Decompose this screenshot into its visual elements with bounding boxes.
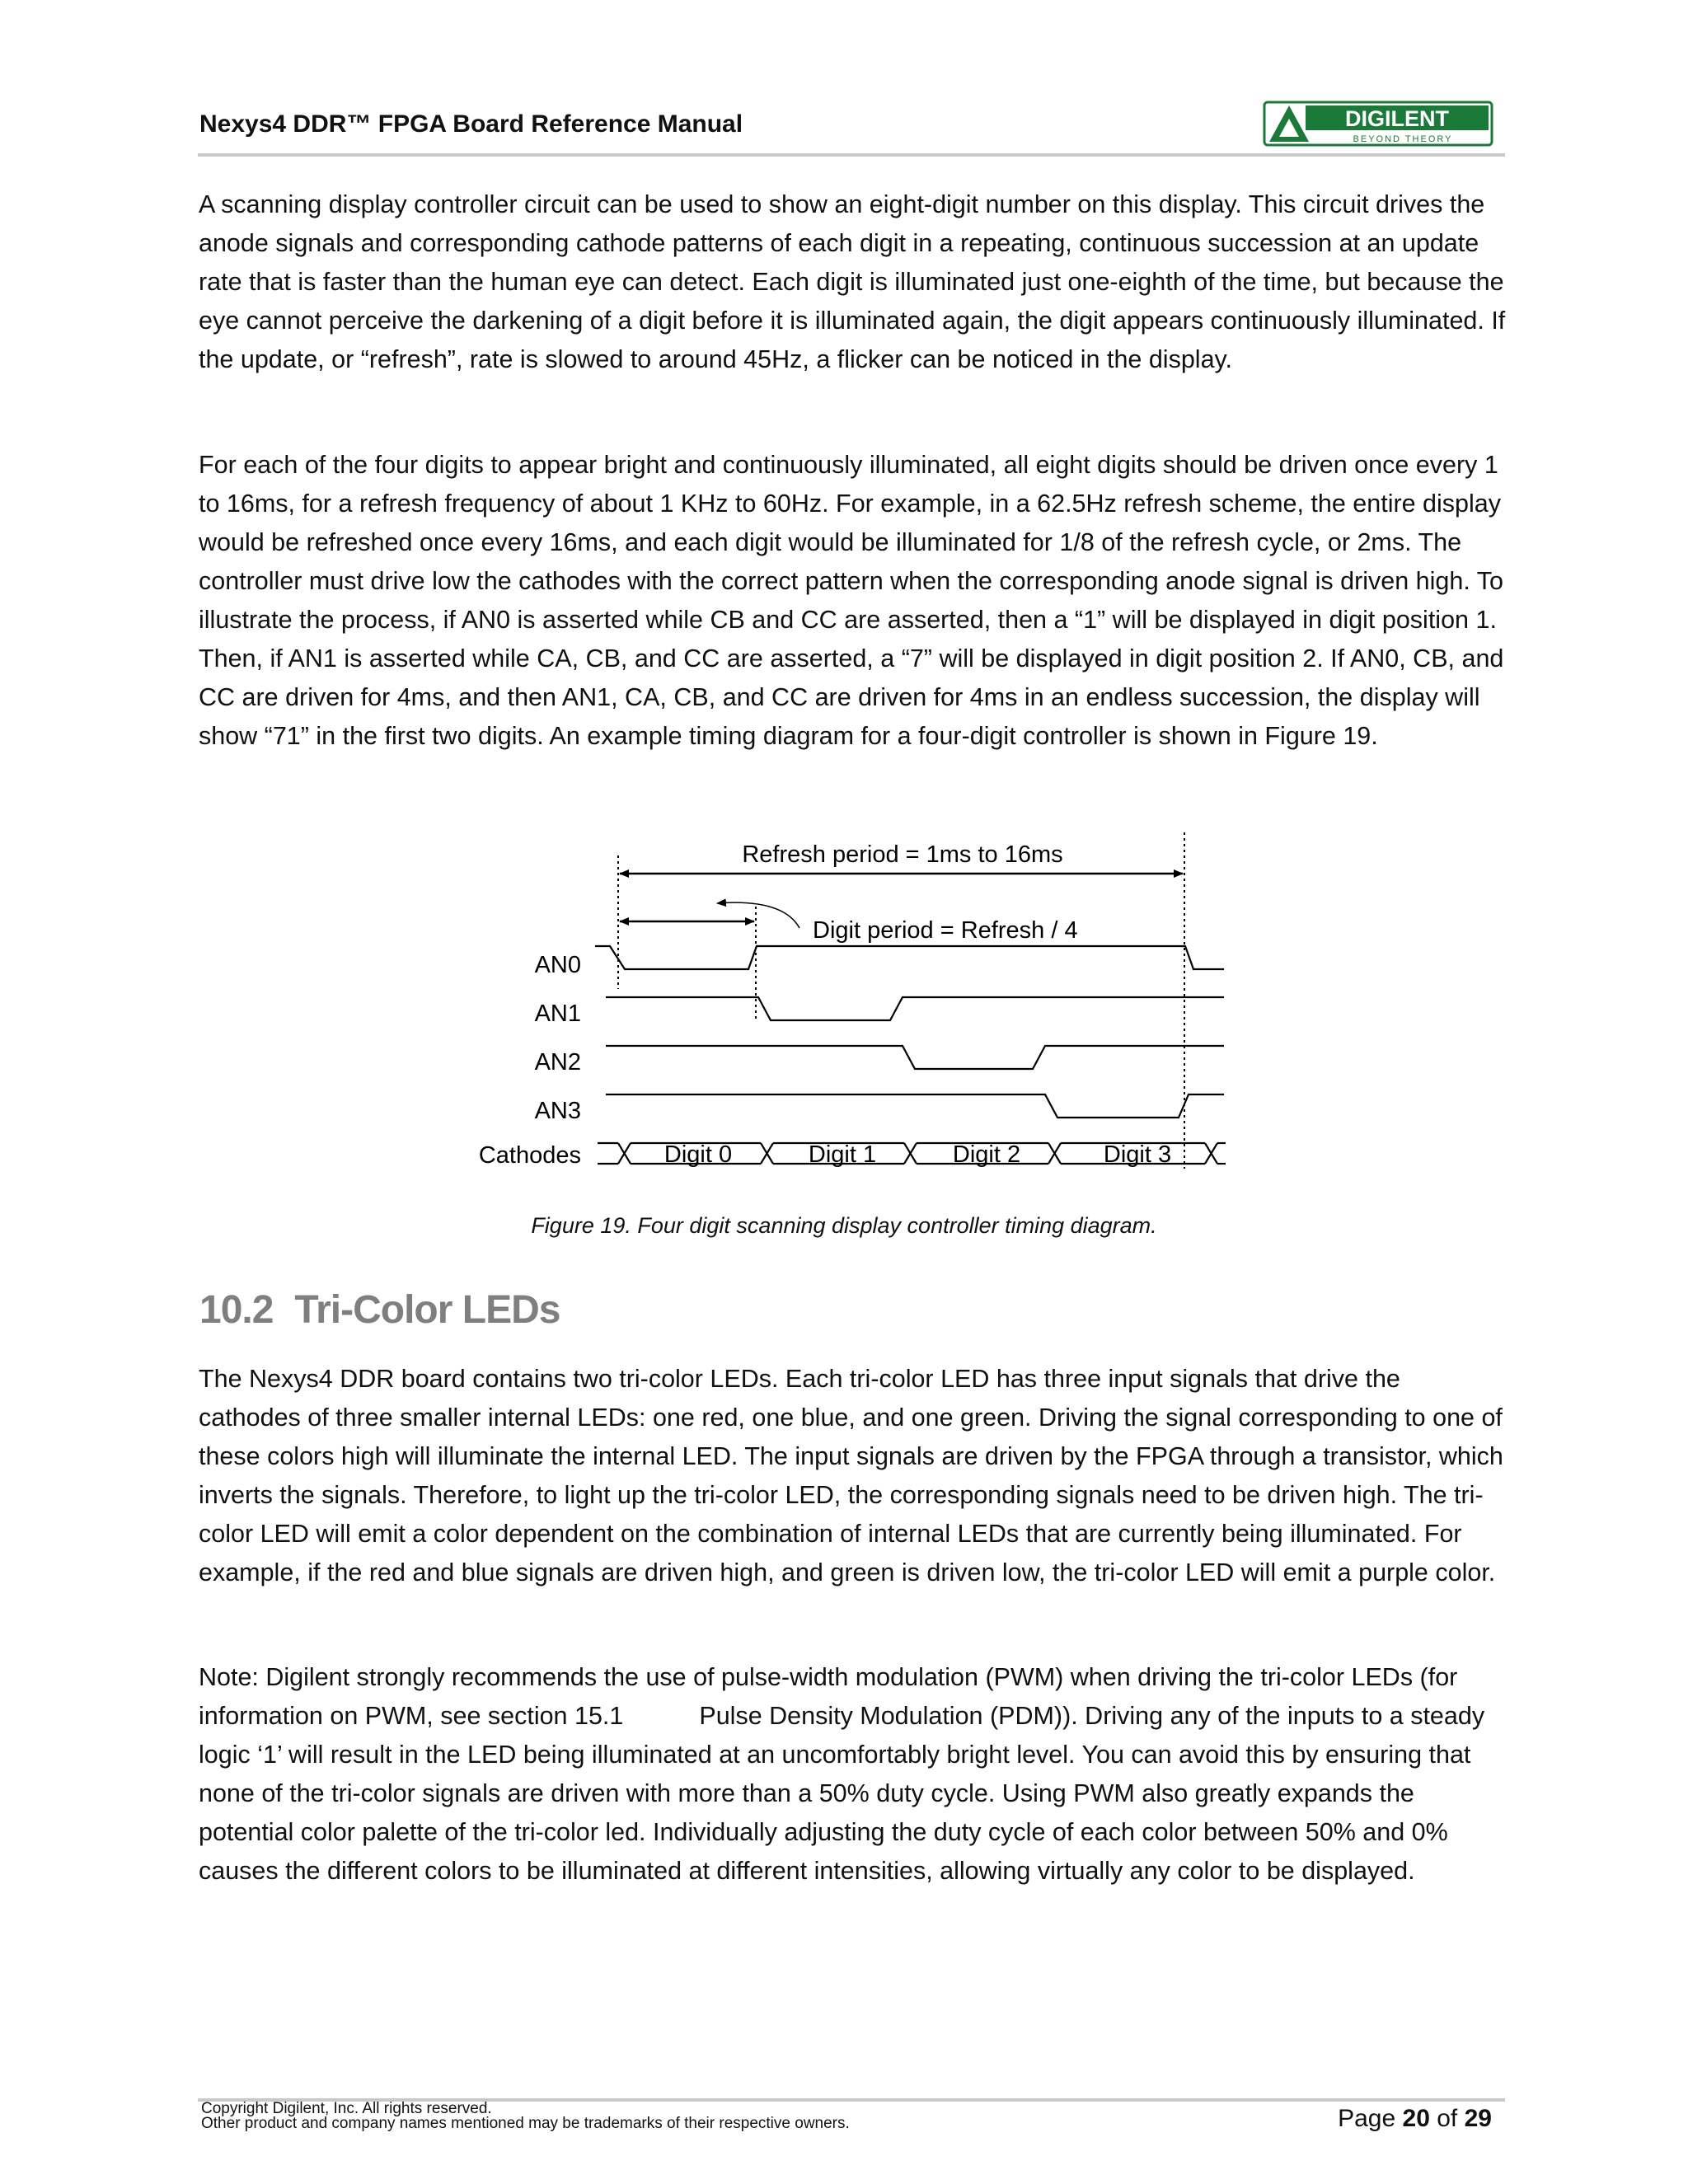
page-header [198, 105, 1505, 157]
page-number [1338, 2105, 1492, 2133]
paragraph-refresh-timing: For each of the four digits to appear bright and continuously illuminated, all eight digits should be driven once every 1 to 16ms, for a refresh frequency of about 1 KHz to 60Hz. For example, in a 62.5Hz refresh scheme, the entire display would be refreshed once every 16ms, and each digit would be illuminated for 1/8 of the refresh cycle, or 2ms. The controller must drive low the cathodes with the correct pattern when the corresponding anode signal is driven high. To illustrate the process, if AN0 is asserted while CB and CC are asserted, then a “1” will be displayed in digit position 1. Then, if AN1 is asserted while CA, CB, and CC are asserted, a “7” will be displayed in digit position 2. If AN0, CB, and CC are driven for 4ms, and then AN1, CA, CB, and CC are driven for 4ms in an endless succession, the display will show “71” in the first two digits. An example timing diagram for a four-digit controller is shown in Figure 19. [199, 451, 1504, 750]
figure-caption: Figure 19. Four digit scanning display controller timing diagram. [531, 1213, 1157, 1238]
signal-label-an0: AN0 [534, 952, 581, 978]
logo-tagline: BEYOND THEORY [1353, 134, 1453, 144]
cathode-digit-3: Digit 3 [1103, 1141, 1172, 1168]
waveform-an1 [606, 997, 1224, 1020]
pwm-note-text: Note: Digilent strongly recommends the use of pulse-width modulation (PWM) when driving the tri-color LEDs (for information on PWM, see section 15.1 [199, 1663, 1458, 1730]
page-of: of [1437, 2105, 1458, 2132]
waveform-an0 [595, 946, 1224, 969]
section-heading [199, 1287, 560, 1333]
document-title: Nexys4 DDR™ FPGA Board Reference Manual [199, 110, 743, 138]
trademark-text: Other product and company names mentioned may be trademarks of their respective owners. [201, 2115, 850, 2132]
cathode-digit-1: Digit 1 [808, 1141, 877, 1168]
footer-notice [201, 2102, 850, 2131]
cathode-digit-2: Digit 2 [952, 1141, 1021, 1168]
timing-diagram [453, 824, 1278, 1187]
logo-wordmark: DIGILENT [1345, 106, 1449, 131]
pdm-section-link[interactable]: Pulse Density Modulation (PDM)). Driving any of the inputs to a steady logic ‘1’ will result in the LED being illuminated at an uncomfortably bright level. You can avoid this by ensuring that none of the tri-color signals are driven with more than a 50% duty cycle. Using PWM also greatly expands the potential color palette of the tri-color led. Individually adjusting the duty cycle of each color between 50% and 0% causes the different colors to be illuminated at different intensities, allowing virtually any color to be displayed. [199, 1702, 1485, 1885]
digilent-logo [1263, 101, 1493, 147]
copyright-text: Copyright Digilent, Inc. All rights reserved. [201, 2100, 492, 2117]
cathode-digit-0: Digit 0 [663, 1141, 733, 1168]
section-number: 10.2 [199, 1288, 274, 1332]
waveform-an3 [606, 1094, 1224, 1118]
digit-period-label: Digit period = Refresh / 4 [813, 917, 1078, 944]
signal-label-an1: AN1 [534, 1001, 581, 1027]
digit-period-pointer [717, 902, 799, 928]
signal-label-an3: AN3 [534, 1098, 581, 1124]
page-prefix: Page [1338, 2105, 1396, 2132]
section-title: Tri-Color LEDs [294, 1288, 560, 1332]
waveform-an2 [606, 1046, 1224, 1069]
paragraph-scanning-controller: A scanning display controller circuit can be used to show an eight-digit number on this display. This circuit drives the anode signals and corresponding cathode patterns of each digit in a repeating, continuous succession at an update rate that is faster than the human eye can detect. Each digit is illuminated just one-eighth of the time, but because the eye cannot perceive the darkening of a digit before it is illuminated again, the digit appears continuously illuminated. If the update, or “refresh”, rate is slowed to around 45Hz, a flicker can be noticed in the display. [199, 190, 1506, 373]
page-total: 29 [1464, 2105, 1492, 2132]
refresh-period-label: Refresh period = 1ms to 16ms [742, 841, 1063, 868]
paragraph-tricolor-leds: The Nexys4 DDR board contains two tri-color LEDs. Each tri-color LED has three input signals that drive the cathodes of three smaller internal LEDs: one red, one blue, and one green. Driving the signal corresponding to one of these colors high will illuminate the internal LED. The input signals are driven by the FPGA through a transistor, which inverts the signals. Therefore, to light up the tri-color LED, the corresponding signals need to be driven high. The tri-color LED will emit a color dependent on the combination of internal LEDs that are currently being illuminated. For example, if the red and blue signals are driven high, and green is driven low, the tri-color LED will emit a purple color. [199, 1365, 1503, 1586]
signal-label-cathodes: Cathodes [478, 1142, 581, 1169]
page-current: 20 [1402, 2105, 1430, 2132]
signal-label-an2: AN2 [534, 1049, 581, 1076]
paragraph-pwm-note [199, 1658, 1509, 1891]
